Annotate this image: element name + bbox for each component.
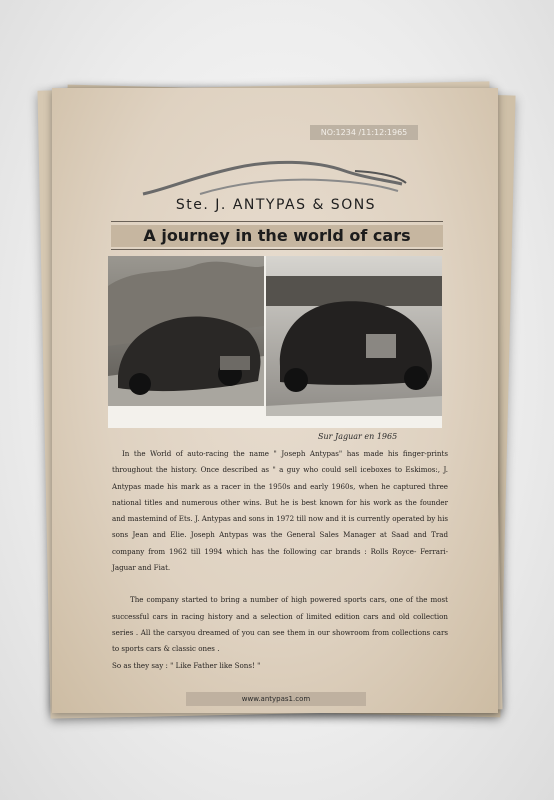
brand-name: Ste. J. ANTYPAS & SONS	[175, 197, 377, 213]
article-body	[112, 446, 448, 674]
paragraph: So as they say : " Like Father like Sons! "	[112, 660, 261, 670]
vintage-car-photos	[108, 256, 442, 428]
headline: A journey in the world of cars	[143, 226, 411, 245]
photo-caption: Sur Jaguar en 1965	[318, 432, 398, 441]
paragraph: The company started to bring a number of high powered sports cars, one of the most successful cars in racing history and a selection of limited edition cars and old collection series . All the carsyou dreamed of you can see them in our showroom from collections cars to sports cars & classic ones .	[112, 595, 448, 654]
paragraph: In the World of auto-racing the name " Joseph Antypas" has made his finger-prints throughout the history. Once described as " a guy who could sell iceboxes to Eskimos:, J. Antypas made his mark as a racer in the 1950s and early 1960s, when he captured three national titles and numerous other wins. But he is best known for his work as the founder and mastemind of Ets. J. Antypas and sons in 1972 till now and it is currently operated by his sons Jean and Elie. Joseph Antypas was the General Sales Manager at Saad and Trad company from 1962 till 1994 which has the following car brands : Rolls Royce- Ferrari- Jaguar and Fiat.	[112, 449, 448, 573]
flyer-sheet	[52, 88, 498, 713]
car-logo-icon	[140, 158, 410, 198]
reference-number: NO:1234 /11:12:1965	[310, 125, 418, 140]
divider	[111, 221, 443, 222]
divider	[111, 249, 443, 250]
website-link[interactable]: www.antypas1.com	[241, 695, 311, 703]
